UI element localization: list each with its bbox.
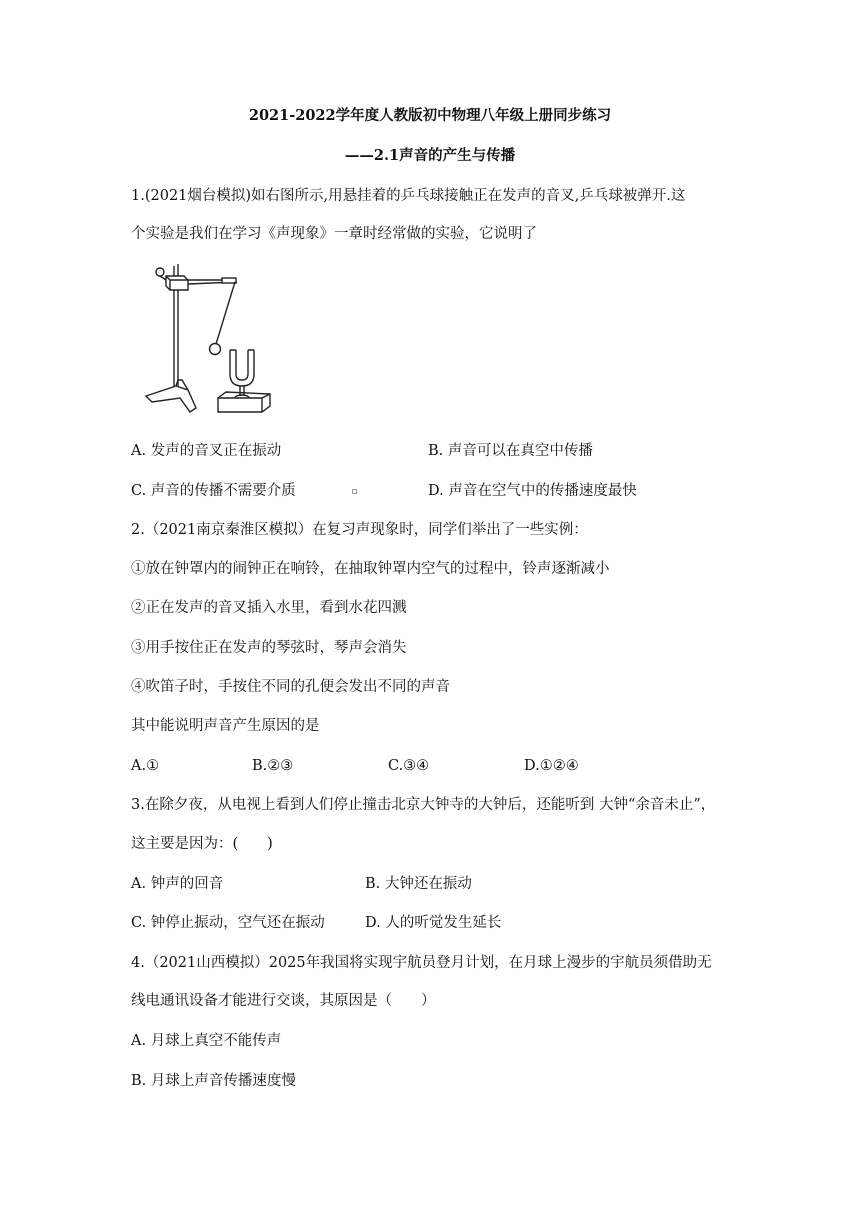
question-2-line-4: ③用手按住正在发声的琴弦时，琴声会消失 bbox=[131, 640, 407, 656]
question-3-option-c: C. 钟停止振动，空气还在振动 bbox=[131, 915, 325, 931]
question-2-line-3: ②正在发声的音叉插入水里，看到水花四溅 bbox=[131, 600, 407, 616]
question-1-option-d: D. 声音在空气中的传播速度最快 bbox=[428, 483, 637, 499]
question-2-option-c: C.③④ bbox=[388, 758, 430, 774]
question-2-option-b: B.②③ bbox=[252, 758, 294, 774]
question-4-line-1: 4.（2021山西模拟）2025年我国将实现宇航员登月计划，在月球上漫步的宇航员须借助无 bbox=[131, 955, 712, 971]
question-2-option-d: D.①②④ bbox=[524, 758, 579, 774]
question-2-line-5: ④吹笛子时，手按住不同的孔便会发出不同的声音 bbox=[131, 679, 450, 695]
question-1-option-a: A. 发声的音叉正在振动 bbox=[131, 443, 282, 459]
stray-mark-dot bbox=[352, 489, 357, 494]
question-2-line-6: 其中能说明声音产生原因的是 bbox=[131, 718, 320, 734]
question-3-line-2: 这主要是因为：( ) bbox=[131, 836, 273, 852]
question-1-option-b: B. 声音可以在真空中传播 bbox=[428, 443, 593, 459]
document-subtitle: ——2.1声音的产生与传播 bbox=[344, 147, 516, 164]
tuning-fork-experiment-figure bbox=[138, 258, 273, 418]
question-1-line-1: 1.(2021烟台模拟)如右图所示,用悬挂着的乒乓球接触正在发声的音叉,乒乓球被弹开.这 bbox=[131, 188, 686, 204]
question-1-line-2: 个实验是我们在学习《声现象》一章时经常做的实验，它说明了 bbox=[131, 226, 537, 242]
question-2-line-1: 2.（2021南京秦淮区模拟）在复习声现象时，同学们举出了一些实例： bbox=[131, 522, 588, 538]
document-title: 2021-2022学年度人教版初中物理八年级上册同步练习 bbox=[248, 107, 612, 124]
question-4-line-2: 线电通讯设备才能进行交谈，其原因是（ ） bbox=[131, 993, 436, 1009]
question-3-option-b: B. 大钟还在振动 bbox=[365, 876, 472, 892]
question-2-option-a: A.① bbox=[131, 758, 160, 774]
question-4-option-a: A. 月球上真空不能传声 bbox=[131, 1033, 282, 1049]
question-1-option-c: C. 声音的传播不需要介质 bbox=[131, 483, 296, 499]
question-3-option-a: A. 钟声的回音 bbox=[131, 876, 224, 892]
question-4-option-b: B. 月球上声音传播速度慢 bbox=[131, 1073, 296, 1089]
question-3-line-1: 3.在除夕夜，从电视上看到人们停止撞击北京大钟寺的大钟后，还能听到 大钟“余音未止”， bbox=[131, 797, 716, 813]
question-3-option-d: D. 人的听觉发生延长 bbox=[365, 915, 502, 931]
question-2-line-2: ①放在钟罩内的闹钟正在响铃，在抽取钟罩内空气的过程中，铃声逐渐减小 bbox=[131, 561, 610, 577]
